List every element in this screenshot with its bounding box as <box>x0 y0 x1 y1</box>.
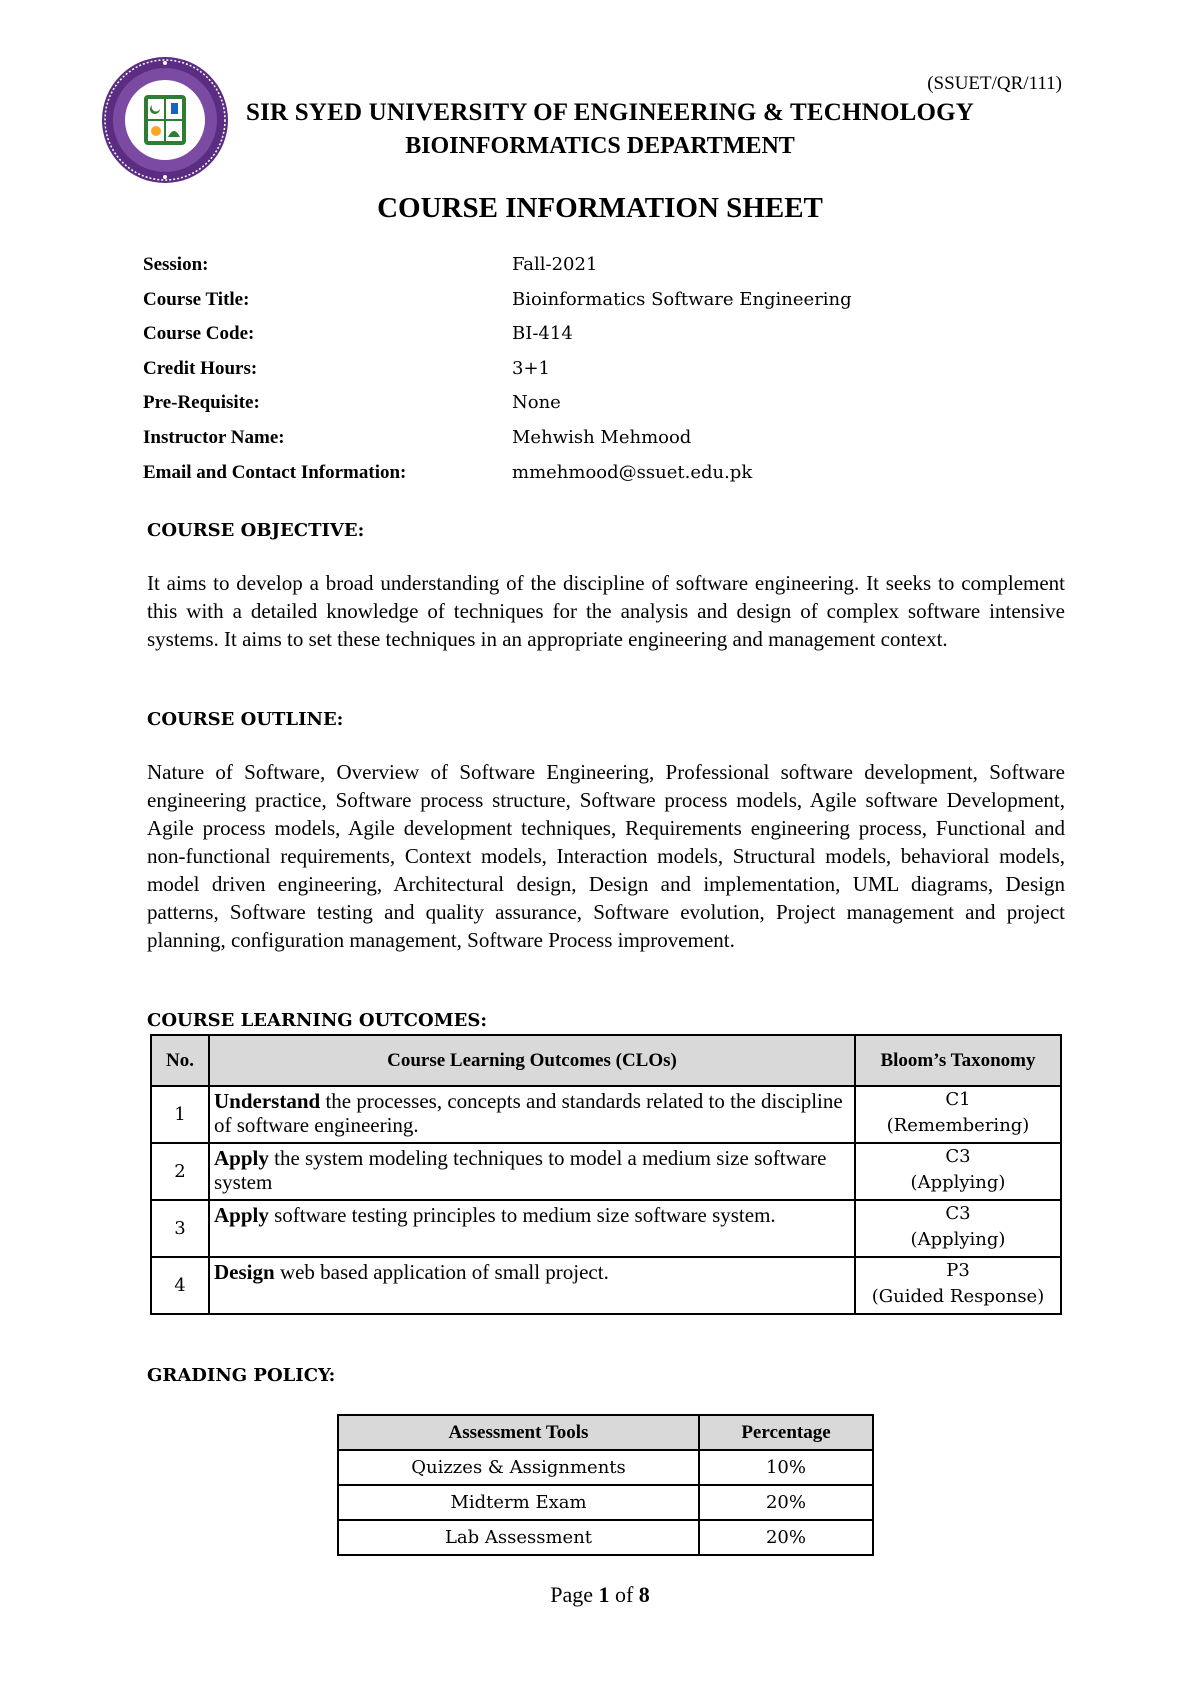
info-label: Pre-Requisite: <box>143 392 260 414</box>
bloom-domain: (Applying) <box>910 1229 1006 1250</box>
grading-heading: GRADING POLICY: <box>147 1365 336 1386</box>
form-code: (SSUET/QR/111) <box>927 73 1062 94</box>
table-row <box>151 1143 1061 1200</box>
outline-text: Nature of Software, Overview of Software Engineering, Professional software development, Software engineering practice, Software process structure, Software process models, Agile software Development, Agile process models, Agile development techniques, Requirements engineering process, Functional and non-functional requirements, Context models, Interaction models, Structural models, behavioral models, model driven engineering, Architectural design, Design and implementation, UML diagrams, Design patterns, Software testing and quality assurance, Software evolution, Project management and project planning, configuration management, Software Process improvement. <box>147 760 1065 952</box>
info-value: BI-414 <box>512 323 573 345</box>
info-row <box>143 427 1043 462</box>
table-row <box>338 1450 873 1485</box>
table-row <box>151 1200 1061 1257</box>
clo-outcome <box>209 1257 855 1314</box>
info-label: Instructor Name: <box>143 426 285 448</box>
clo-bloom <box>855 1257 1061 1314</box>
info-value: 3+1 <box>512 357 550 379</box>
clo-number: 2 <box>151 1143 209 1200</box>
clo-outcome <box>209 1143 855 1200</box>
grading-table <box>337 1414 874 1556</box>
clo-bloom <box>855 1143 1061 1200</box>
outline-heading: COURSE OUTLINE: <box>147 709 344 730</box>
info-row <box>143 289 1043 324</box>
info-value: Fall-2021 <box>512 254 598 275</box>
sheet-title: COURSE INFORMATION SHEET <box>377 192 823 224</box>
clo-description: the processes, concepts and standards related to the discipline of software engineering. <box>214 1089 843 1137</box>
bloom-level: C1 <box>945 1089 971 1110</box>
assessment-percentage: 10% <box>699 1450 873 1485</box>
bloom-level: C3 <box>945 1203 971 1224</box>
department-name: BIOINFORMATICS DEPARTMENT <box>405 133 795 159</box>
clo-verb: Design <box>214 1260 275 1284</box>
university-name: SIR SYED UNIVERSITY OF ENGINEERING & TECHNOLOGY <box>245 99 975 126</box>
column-header: No. <box>151 1035 209 1086</box>
clo-heading: COURSE LEARNING OUTCOMES: <box>147 1010 487 1031</box>
page-of: of <box>609 1582 639 1607</box>
bloom-domain: (Guided Response) <box>871 1286 1045 1307</box>
clo-table <box>150 1034 1062 1315</box>
clo-verb: Apply <box>214 1146 269 1170</box>
column-header: Percentage <box>699 1415 873 1450</box>
clo-bloom <box>855 1200 1061 1257</box>
info-row <box>143 323 1043 358</box>
clo-verb: Apply <box>214 1203 269 1227</box>
clo-bloom <box>855 1086 1061 1143</box>
page-current: 1 <box>598 1582 610 1607</box>
info-row <box>143 254 1043 289</box>
table-row <box>151 1257 1061 1314</box>
bloom-level: C3 <box>945 1146 971 1167</box>
info-label: Course Code: <box>143 323 255 345</box>
clo-description: web based application of small project. <box>274 1260 609 1284</box>
info-row <box>143 462 1043 497</box>
email-value[interactable]: mmehmood@ssuet.edu.pk <box>512 461 753 483</box>
clo-outcome <box>209 1086 855 1143</box>
clo-number: 1 <box>151 1086 209 1143</box>
info-value: Bioinformatics Software Engineering <box>512 288 852 310</box>
assessment-tool: Midterm Exam <box>338 1485 699 1520</box>
assessment-tool: Quizzes & Assignments <box>338 1450 699 1485</box>
bloom-domain: (Remembering) <box>886 1115 1030 1136</box>
info-row <box>143 358 1043 393</box>
assessment-percentage: 20% <box>699 1520 873 1555</box>
clo-description: software testing principles to medium size software system. <box>268 1203 776 1227</box>
course-info <box>143 254 1043 496</box>
clo-outcome <box>209 1200 855 1257</box>
bloom-domain: (Applying) <box>910 1172 1006 1193</box>
table-row <box>338 1520 873 1555</box>
clo-number: 4 <box>151 1257 209 1314</box>
clo-verb: Understand <box>214 1089 321 1113</box>
table-row <box>151 1086 1061 1143</box>
page-total: 8 <box>638 1582 650 1607</box>
column-header: Course Learning Outcomes (CLOs) <box>209 1035 855 1086</box>
page-prefix: Page <box>550 1582 599 1607</box>
objective-text: It aims to develop a broad understanding of the discipline of software engineering. It seeks to complement this with a detailed knowledge of techniques for the analysis and design of complex software intensive systems. It aims to set these techniques in an appropriate engineering and management context. <box>147 571 1065 651</box>
assessment-percentage: 20% <box>699 1485 873 1520</box>
info-label: Session: <box>143 254 209 275</box>
table-row <box>338 1485 873 1520</box>
column-header: Assessment Tools <box>338 1415 699 1450</box>
info-label: Course Title: <box>143 288 250 310</box>
info-label: Email and Contact Information: <box>143 461 407 483</box>
assessment-tool: Lab Assessment <box>338 1520 699 1555</box>
clo-number: 3 <box>151 1200 209 1257</box>
info-value: Mehwish Mehmood <box>512 426 692 448</box>
info-value: None <box>512 392 561 414</box>
info-label: Credit Hours: <box>143 357 258 379</box>
table-header-row <box>151 1035 1061 1086</box>
table-header-row <box>338 1415 873 1450</box>
objective-heading: COURSE OBJECTIVE: <box>147 520 365 541</box>
bloom-level: P3 <box>946 1260 970 1281</box>
info-row <box>143 392 1043 427</box>
page-number <box>0 1582 1200 1608</box>
clo-description: the system modeling techniques to model a medium size software system <box>214 1146 827 1194</box>
column-header: Bloom’s Taxonomy <box>855 1035 1061 1086</box>
